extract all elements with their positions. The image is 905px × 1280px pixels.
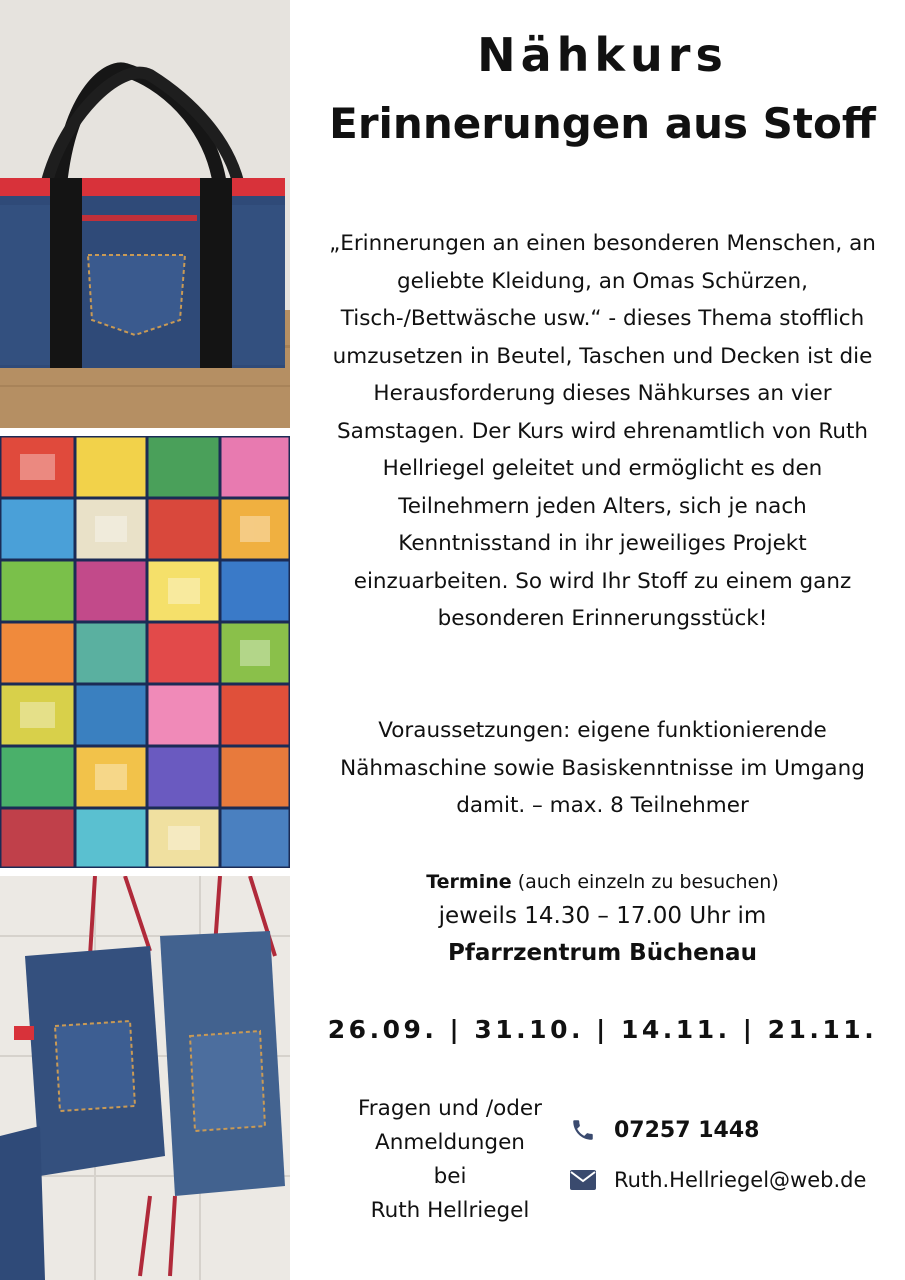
contact-line-2: Anmeldungen — [375, 1130, 525, 1155]
course-requirements: Voraussetzungen: eigene funktionierende Nähmaschine sowie Basiskenntnisse im Umgang damit. – max. 8 Teilnehmer — [340, 718, 865, 818]
photo-denim-drawstring-bags — [0, 876, 290, 1280]
contact-line-3: bei — [433, 1164, 467, 1189]
email-address[interactable]: Ruth.Hellriegel@web.de — [614, 1168, 867, 1192]
schedule-label: Termine — [426, 871, 512, 893]
contact-line-4: Ruth Hellriegel — [370, 1198, 530, 1223]
contact-info — [330, 1092, 570, 1228]
phone-icon — [568, 1115, 598, 1145]
schedule-time: jeweils 14.30 – 17.00 Uhr im — [438, 903, 767, 929]
course-title: Nähkurs — [477, 28, 728, 82]
schedule-dates: 26.09. | 31.10. | 14.11. | 21.11. — [327, 1015, 878, 1044]
photo-denim-bag — [0, 0, 290, 428]
envelope-icon — [568, 1165, 598, 1195]
photo-patchwork-quilt — [0, 436, 290, 868]
schedule-note: (auch einzeln zu besuchen) — [517, 871, 779, 893]
schedule-place: Pfarrzentrum Büchenau — [448, 940, 757, 966]
phone-number[interactable]: 07257 1448 — [614, 1117, 760, 1143]
email-row — [568, 1162, 866, 1198]
phone-row — [568, 1112, 759, 1148]
contact-line-1: Fragen und /oder — [358, 1096, 542, 1121]
schedule-heading — [325, 868, 880, 896]
course-subtitle: Erinnerungen aus Stoff — [329, 99, 876, 148]
course-description: „Erinnerungen an einen besonderen Menschen, an geliebte Kleidung, an Omas Schürzen, Tisch-/Bettwäsche usw.“ - dieses Thema stofflich umzusetzen in Beutel, Taschen und Decken ist die Herausforderung dieses Nähkurses an vier Samstagen. Der Kurs wird ehrenamtlich von Ruth Hellriegel geleitet und ermöglicht es den Teilnehmern jeden Alters, sich je nach Kenntnisstand in ihr jeweiliges Projekt einzuarbeiten. So wird Ihr Stoff zu einem ganz besonderen Erinnerungsstück! — [329, 231, 876, 631]
